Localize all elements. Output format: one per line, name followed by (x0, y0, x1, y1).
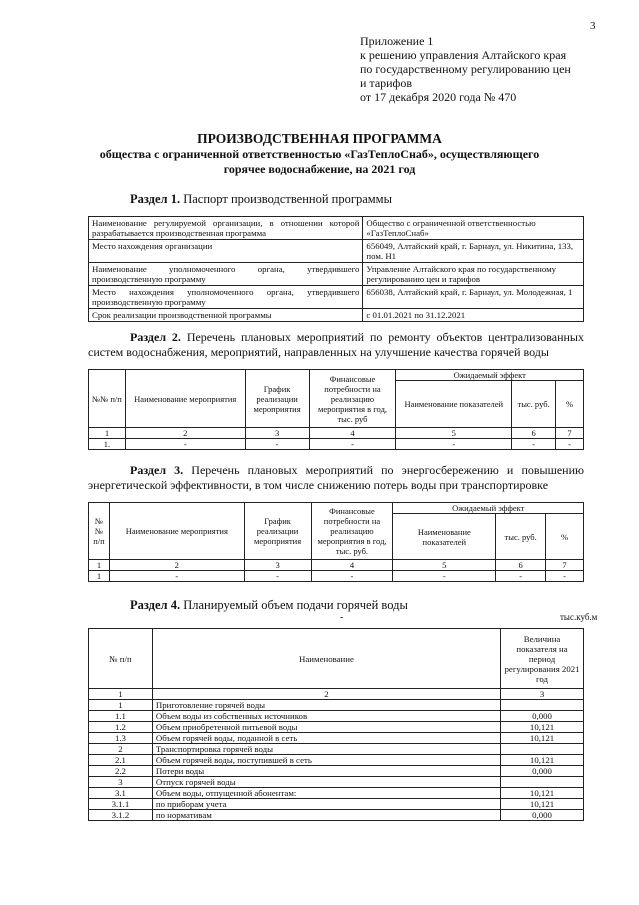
row-number: 3.1.1 (89, 799, 153, 810)
table-row (89, 240, 584, 263)
row-name: Объем приобретенной питьевой воды (152, 722, 500, 733)
table-cell: 4 (309, 428, 396, 439)
header-schedule: График реализации мероприятия (245, 370, 309, 428)
table-cell: - (311, 571, 393, 582)
appendix-line: от 17 декабря 2020 года № 470 (360, 90, 517, 104)
table-cell: - (556, 439, 584, 450)
section1-label: Раздел 1. (130, 192, 181, 206)
header-effect: Ожидаемый эффект (396, 370, 584, 381)
row-value: 0,000 (501, 766, 584, 777)
subtitle-line: общества с ограниченной ответственностью «ГазТеплоСнаб», осуществляющего (99, 147, 540, 161)
table-row (89, 263, 584, 286)
table-cell: 6 (512, 428, 556, 439)
table-header-row (89, 503, 584, 514)
row-number: 2 (89, 744, 153, 755)
passport-value: с 01.01.2021 по 31.12.2021 (363, 309, 584, 322)
table-row (89, 810, 584, 821)
row-name: по приборам учета (152, 799, 500, 810)
row-value: 10,121 (501, 733, 584, 744)
section4-table (88, 628, 584, 821)
table-row (89, 799, 584, 810)
table-row (89, 689, 584, 700)
table-row (89, 711, 584, 722)
header-schedule: График реализации мероприятия (244, 503, 311, 560)
unit-label: тыс.куб.м (560, 612, 598, 622)
table-cell: 1. (89, 439, 126, 450)
table-cell: 2 (152, 689, 500, 700)
header-name: Наименование мероприятия (109, 503, 244, 560)
row-name: Приготовление горячей воды (152, 700, 500, 711)
row-value: 10,121 (501, 788, 584, 799)
page-number: 3 (590, 20, 596, 32)
header-percent: % (556, 381, 584, 428)
section3-text: Перечень плановых мероприятий по энергосбережению и повышению энергетической эффективности, в том числе снижению потерь воды при транспортировке (88, 463, 584, 492)
row-number: 3.1.2 (89, 810, 153, 821)
table-cell: - (109, 571, 244, 582)
section3-table (88, 502, 584, 582)
table-cell: 1 (89, 560, 110, 571)
row-name: Потери воды (152, 766, 500, 777)
table-row (89, 309, 584, 322)
passport-value: 656038, Алтайский край, г. Барнаул, ул. Молодежная, 1 (363, 286, 584, 309)
row-value: 0,000 (501, 711, 584, 722)
table-row (89, 766, 584, 777)
row-value (501, 700, 584, 711)
section4-label: Раздел 4. (130, 598, 181, 612)
table-header-row (89, 629, 584, 689)
table-row (89, 722, 584, 733)
header-name: Наименование мероприятия (125, 370, 245, 428)
header-num: №№ п/п (89, 370, 126, 428)
passport-value: Управление Алтайского края по государственному регулированию цен и тарифов (363, 263, 584, 286)
appendix-line: к решению управления Алтайского края (360, 48, 567, 62)
table-row (89, 217, 584, 240)
document-subtitle (0, 147, 639, 177)
table-cell: - (125, 439, 245, 450)
section2-label: Раздел 2. (130, 330, 181, 344)
passport-value: 656049, Алтайский край, г. Барнаул, ул. Никитина, 133, пом. Н1 (363, 240, 584, 263)
section1-text: Паспорт производственной программы (183, 192, 392, 206)
header-thousand: тыс. руб. (496, 514, 546, 560)
section2-table (88, 369, 584, 450)
appendix-line: Приложение 1 (360, 34, 434, 48)
table-header-row (89, 370, 584, 381)
row-value: 10,121 (501, 799, 584, 810)
table-row (89, 733, 584, 744)
table-cell: - (396, 439, 512, 450)
header-num: № п/п (89, 629, 153, 689)
table-cell: 1 (89, 428, 126, 439)
table-row (89, 744, 584, 755)
table-cell: 4 (311, 560, 393, 571)
row-name: Транспортировка горячей воды (152, 744, 500, 755)
header-value: Величина показателя на период регулирования 2021 год (501, 629, 584, 689)
appendix-block (360, 34, 571, 104)
table-row (89, 428, 584, 439)
row-name: Отпуск горячей воды (152, 777, 500, 788)
header-percent: % (546, 514, 584, 560)
table-cell: 6 (496, 560, 546, 571)
table-row (89, 286, 584, 309)
passport-value: Общество с ограниченной ответственностью «ГазТеплоСнаб» (363, 217, 584, 240)
header-effect: Ожидаемый эффект (393, 503, 584, 514)
row-name: Объем горячей воды, поданной в сеть (152, 733, 500, 744)
table-row (89, 571, 584, 582)
passport-key: Место нахождения организации (89, 240, 363, 263)
table-cell: 5 (396, 428, 512, 439)
row-value: 10,121 (501, 722, 584, 733)
row-value (501, 777, 584, 788)
row-value: 0,000 (501, 810, 584, 821)
section4-heading (130, 598, 408, 613)
table-cell: 7 (546, 560, 584, 571)
row-name: Объем воды из собственных источников (152, 711, 500, 722)
table-cell: 3 (245, 428, 309, 439)
section1-heading (130, 192, 392, 207)
table-row (89, 560, 584, 571)
table-cell: 2 (109, 560, 244, 571)
row-value: 10,121 (501, 755, 584, 766)
row-number: 2.1 (89, 755, 153, 766)
header-name: Наименование (152, 629, 500, 689)
passport-key: Наименование регулируемой организации, в отношении которой разрабатывается производственная программа (89, 217, 363, 240)
section2-text: Перечень плановых мероприятий по ремонту объектов централизованных систем водоснабжения, мероприятий, направленных на улучшение качества горячей воды (88, 330, 584, 359)
row-value (501, 744, 584, 755)
row-number: 1.3 (89, 733, 153, 744)
row-name: Объем горячей воды, поступившей в сеть (152, 755, 500, 766)
section3-heading (88, 463, 584, 493)
table-cell: - (512, 439, 556, 450)
section4-text: Планируемый объем подачи горячей воды (183, 598, 408, 612)
table-cell: - (245, 439, 309, 450)
row-number: 1 (89, 700, 153, 711)
table-cell: 2 (125, 428, 245, 439)
row-number: 2.2 (89, 766, 153, 777)
table-cell: 3 (244, 560, 311, 571)
row-number: 3.1 (89, 788, 153, 799)
appendix-line: по государственному регулированию цен (360, 62, 571, 76)
table-cell: - (546, 571, 584, 582)
row-name: по нормативам (152, 810, 500, 821)
header-thousand: тыс. руб. (512, 381, 556, 428)
table-cell: 3 (501, 689, 584, 700)
table-cell: - (244, 571, 311, 582)
passport-key: Наименование уполномоченного органа, утвердившего производственную программу (89, 263, 363, 286)
table-row (89, 788, 584, 799)
table-cell: 7 (556, 428, 584, 439)
table-row (89, 439, 584, 450)
header-finance: Финансовые потребности на реализацию мероприятия в год, тыс. руб. (311, 503, 393, 560)
subtitle-line: горячее водоснабжение, на 2021 год (223, 162, 416, 176)
table-row (89, 755, 584, 766)
table-cell: 5 (393, 560, 496, 571)
table-cell: - (496, 571, 546, 582)
passport-key: Срок реализации производственной программы (89, 309, 363, 322)
table-row (89, 777, 584, 788)
row-name: Объем воды, отпущенной абонентам: (152, 788, 500, 799)
table-cell: 1 (89, 571, 110, 582)
section2-heading (88, 330, 584, 360)
section3-label: Раздел 3. (130, 463, 184, 477)
passport-key: Место нахождения уполномоченного органа, утвердившего производственную программу (89, 286, 363, 309)
row-number: 3 (89, 777, 153, 788)
passport-table (88, 216, 584, 322)
row-number: 1.1 (89, 711, 153, 722)
table-cell: 1 (89, 689, 153, 700)
row-number: 1.2 (89, 722, 153, 733)
table-cell: - (393, 571, 496, 582)
header-num: №№ п/п (89, 503, 110, 560)
document-title: ПРОИЗВОДСТВЕННАЯ ПРОГРАММА (197, 131, 442, 146)
table-row (89, 700, 584, 711)
header-finance: Финансовые потребности на реализацию мероприятия в год, тыс. руб (309, 370, 396, 428)
header-indicator: Наименование показателей (393, 514, 496, 560)
table-cell: - (309, 439, 396, 450)
appendix-line: и тарифов (360, 76, 413, 90)
header-indicator: Наименование показателей (396, 381, 512, 428)
separator-dash: - (340, 612, 344, 623)
